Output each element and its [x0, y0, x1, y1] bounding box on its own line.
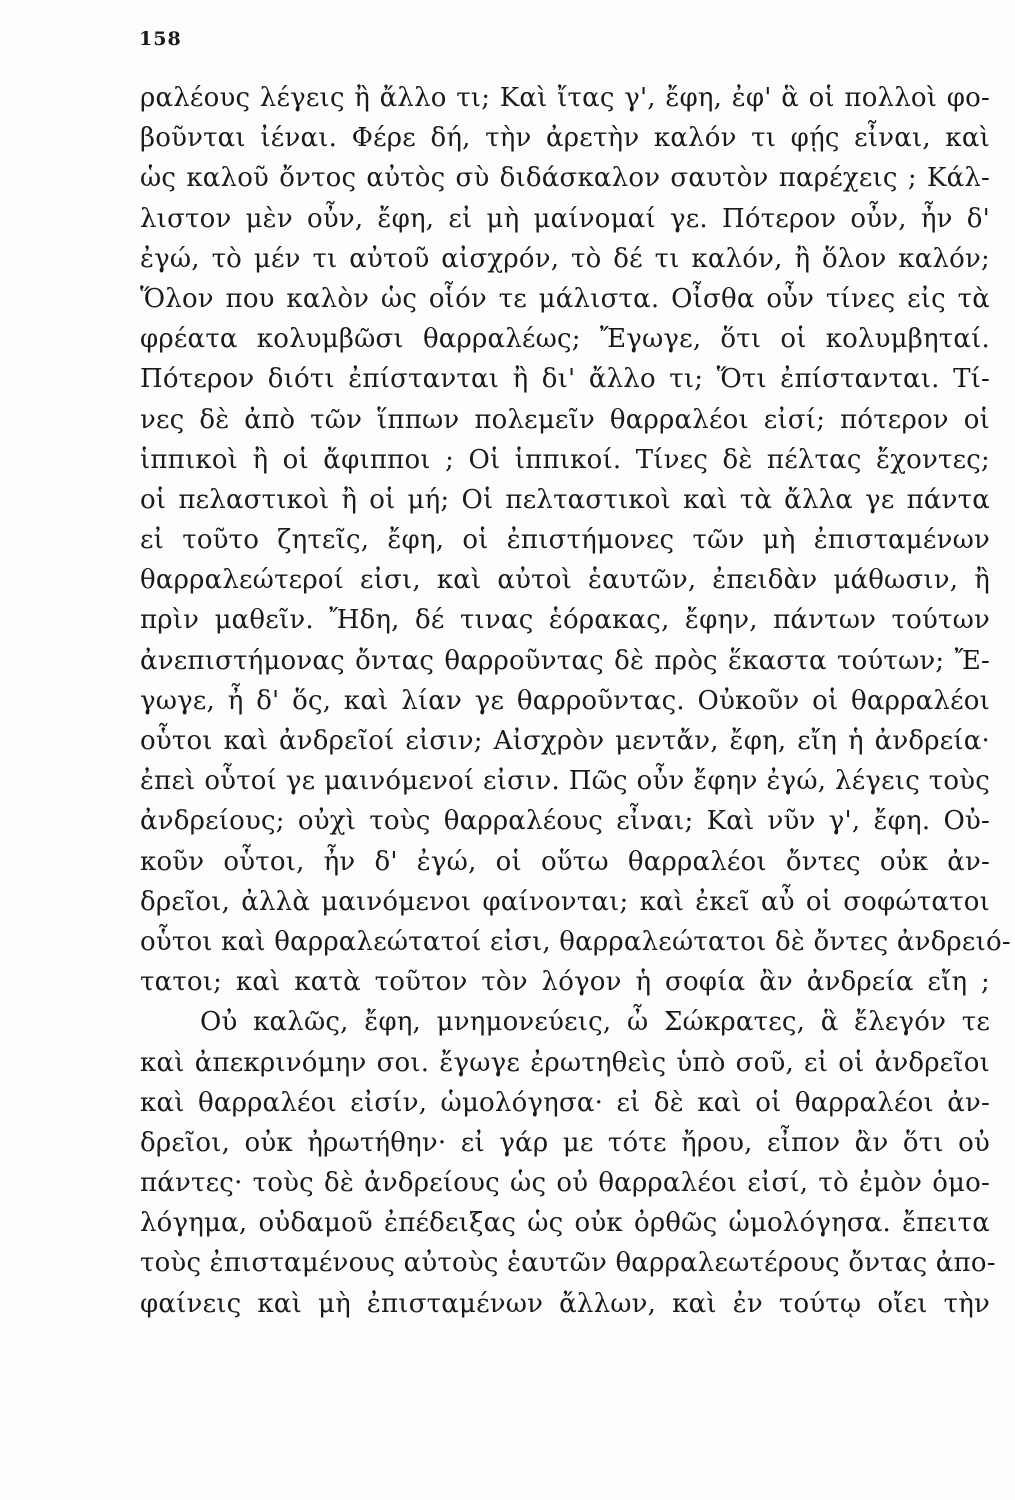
text-line: δρεῖοι, ἀλλὰ μαινόμενοι φαίνονται; καὶ ἐκεῖ αὖ οἱ σοφώτατοι	[140, 886, 990, 917]
page-number: 158	[139, 28, 182, 50]
text-line: ἀνεπιστήμονας ὄντας θαρροῦντας δὲ πρὸς ἕκαστα τούτων; Ἔ-	[140, 645, 990, 676]
text-line: λιστον μὲν οὖν, ἔφη, εἰ μὴ μαίνομαί γε. Πότερον οὖν, ἦν δ'	[140, 203, 990, 234]
text-line: ἀνδρείους; οὐχὶ τοὺς θαρραλέους εἶναι; Καὶ νῦν γ', ἔφη. Οὐ-	[140, 806, 990, 837]
text-line-paragraph-start: Οὐ καλῶς, ἔφη, μνημονεύεις, ὦ Σώκρατες, ἃ ἔλεγόν τε	[200, 1007, 990, 1038]
greek-text-body	[140, 78, 1011, 1324]
text-line: τατοι; καὶ κατὰ τοῦτον τὸν λόγον ἡ σοφία ἂν ἀνδρεία εἴη ;	[140, 967, 990, 998]
text-line: Πότερον διότι ἐπίστανται ἢ δι' ἄλλο τι; Ὅτι ἐπίστανται. Τί-	[140, 364, 990, 395]
text-line: θαρραλεώτεροί εἰσι, καὶ αὐτοὶ ἑαυτῶν, ἐπειδὰν μάθωσιν, ἢ	[140, 565, 990, 596]
text-line: νες δὲ ἀπὸ τῶν ἵππων πολεμεῖν θαρραλέοι εἰσί; πότερον οἱ	[140, 404, 990, 435]
text-line: ραλέους λέγεις ἢ ἄλλο τι; Καὶ ἴτας γ', ἔφη, ἐφ' ἃ οἱ πολλοὶ φο-	[140, 83, 990, 113]
text-line: καὶ θαρραλέοι εἰσίν, ὡμολόγησα· εἰ δὲ καὶ οἱ θαρραλέοι ἀν-	[140, 1087, 990, 1118]
text-line: βοῦνται ἰέναι. Φέρε δή, τὴν ἀρετὴν καλόν τι φῄς εἶναι, καὶ	[140, 123, 990, 154]
text-line: ἱππικοὶ ἢ οἱ ἄφιπποι ; Οἱ ἱππικοί. Τίνες δὲ πέλτας ἔχοντες;	[140, 444, 990, 475]
text-line: οὗτοι καὶ θαρραλεώτατοί εἰσι, θαρραλεώτατοι δὲ ὄντες ἀνδρειό-	[140, 926, 1011, 957]
text-line: καὶ ἀπεκρινόμην σοι. ἔγωγε ἐρωτηθεὶς ὑπὸ σοῦ, εἰ οἱ ἀνδρεῖοι	[140, 1047, 990, 1078]
text-line: γωγε, ἦ δ' ὅς, καὶ λίαν γε θαρροῦντας. Οὐκοῦν οἱ θαρραλέοι	[140, 685, 990, 716]
text-line: ἐπεὶ οὗτοί γε μαινόμενοί εἰσιν. Πῶς οὖν ἔφην ἐγώ, λέγεις τοὺς	[140, 766, 990, 797]
text-line: κοῦν οὗτοι, ἦν δ' ἐγώ, οἱ οὕτω θαρραλέοι ὄντες οὐκ ἀν-	[140, 846, 990, 877]
text-line: φαίνεις καὶ μὴ ἐπισταμένων ἄλλων, καὶ ἐν τούτῳ οἴει τὴν	[140, 1288, 990, 1319]
text-line: λόγημα, οὐδαμοῦ ἐπέδειξας ὡς οὐκ ὀρθῶς ὡμολόγησα. ἔπειτα	[140, 1208, 990, 1239]
text-line: οὗτοι καὶ ἀνδρεῖοί εἰσιν; Αἰσχρὸν μεντἄν, ἔφη, εἴη ἡ ἀνδρεία·	[140, 726, 990, 756]
text-line: πρὶν μαθεῖν. Ἤδη, δέ τινας ἑόρακας, ἔφην, πάντων τούτων	[140, 605, 990, 636]
text-line: οἱ πελαστικοὶ ἢ οἱ μή; Οἱ πελταστικοὶ καὶ τὰ ἄλλα γε πάντα	[140, 484, 990, 515]
text-line: δρεῖοι, οὐκ ἠρωτήθην· εἰ γάρ με τότε ἤρου, εἶπον ἂν ὅτι οὐ	[140, 1127, 990, 1158]
text-line: ἐγώ, τὸ μέν τι αὐτοῦ αἰσχρόν, τὸ δέ τι καλόν, ἢ ὅλον καλόν;	[140, 243, 990, 274]
text-line: ὡς καλοῦ ὄντος αὐτὸς σὺ διδάσκαλον σαυτὸν παρέχεις ; Κάλ-	[140, 163, 990, 194]
text-line: φρέατα κολυμβῶσι θαρραλέως; Ἔγωγε, ὅτι οἱ κολυμβηταί.	[140, 324, 990, 355]
text-line: εἰ τοῦτο ζητεῖς, ἔφη, οἱ ἐπιστήμονες τῶν μὴ ἐπισταμένων	[140, 525, 990, 556]
text-line: πάντες· τοὺς δὲ ἀνδρείους ὡς οὐ θαρραλέοι εἰσί, τὸ ἐμὸν ὁμο-	[140, 1168, 990, 1199]
text-line: Ὅλον που καλὸν ὡς οἷόν τε μάλιστα. Οἶσθα οὖν τίνες εἰς τὰ	[140, 283, 990, 314]
text-line: τοὺς ἐπισταμένους αὐτοὺς ἑαυτῶν θαρραλεωτέρους ὄντας ἀπο-	[140, 1248, 996, 1279]
